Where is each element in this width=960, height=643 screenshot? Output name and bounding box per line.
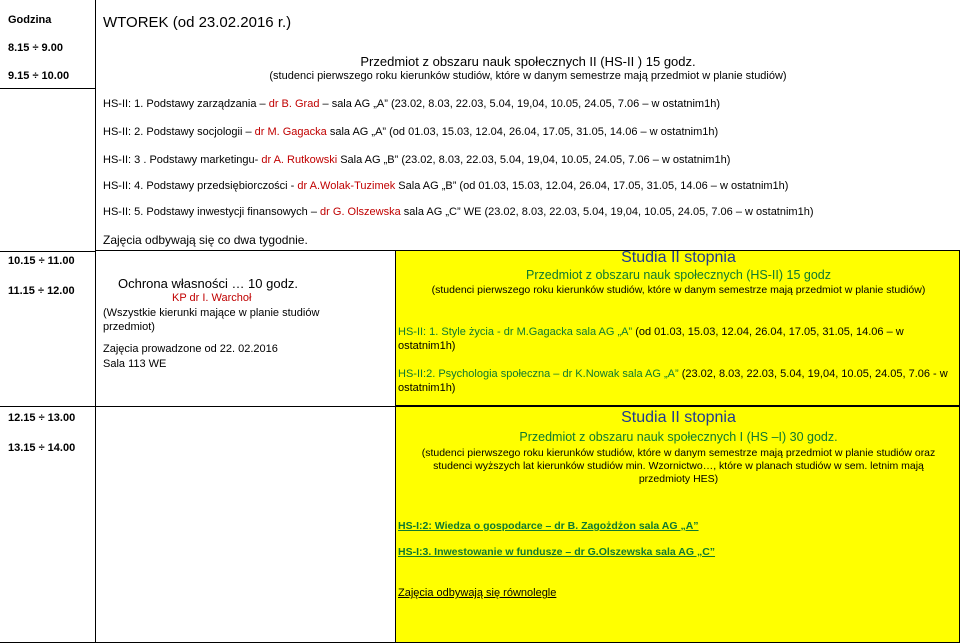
teacher-name: dr M. Gagacka (254, 126, 327, 138)
studia-row: HS-II:2. Psychologia społeczna – dr K.Nowak sala AG „A” (23.02, 8.03, 22.03, 5.04, 19,04, 10.05, 24.05, 7.06 - w ostatnim1h) (398, 368, 948, 394)
time-slot: 11.15 ÷ 12.00 (8, 285, 75, 297)
teacher-name: dr A.Wolak-Tuzimek (297, 180, 396, 192)
day-title: WTOREK (od 23.02.2016 r.) (103, 14, 292, 31)
teacher-name: dr A. Rutkowski (261, 154, 338, 166)
hs-row: HS-II: 5. Podstawy inwestycji finansowych – dr G. Olszewska sala AG „C” WE (23.02, 8.03, 22.03, 5.04, 19,04, 10.05, 24.05, 7.06 – w ostatnim1h) (103, 206, 814, 218)
teacher-name: dr G. Olszewska (320, 206, 401, 218)
divider (0, 251, 95, 252)
studia-row: HS-II: 1. Style życia - dr M.Gagacka sala AG „A” (od 01.03, 15.03, 12.04, 26.04, 17.05, 31.05, 14.06 – w ostatnim1h) (398, 326, 904, 352)
top-block-subtitle: (studenci pierwszego roku kierunków studiów, które w danym semestrze mają przedmiot w planie studiów) (269, 70, 787, 82)
hs-row: HS-II: 2. Podstawy socjologii – dr M. Gagacka sala AG „A” (od 01.03, 15.03, 12.04, 26.04, 17.05, 31.05, 14.06 – w ostatnim1h) (103, 126, 719, 138)
divider (0, 88, 95, 89)
ochrona-room: Sala 113 WE (103, 358, 167, 370)
hs-row: HS-II: 1. Podstawy zarządzania – dr B. Grad – sala AG „A” (23.02, 8.03, 22.03, 5.04, 19,04, 10.05, 24.05, 7.06 – w ostatnim1h) (103, 98, 720, 110)
ochrona-title: Ochrona własności … 10 godz. (118, 276, 298, 291)
hs-row: HS-II: 4. Podstawy przedsiębiorczości - dr A.Wolak-Tuzimek Sala AG „B” (od 01.03, 15.03, 12.04, 26.04, 17.05, 31.05, 14.06 – w ostatnim1h) (103, 180, 789, 192)
studia-block-2 (395, 406, 960, 643)
studia-subtitle: (studenci pierwszego roku kierunków studiów, które w danym semestrze mają przedmiot w planie studiów oraz studenci wyższych lat kierunków studiów min. Wzornictwo…, które w planach studiów w sem. letnim mają przedmioty HES) (421, 447, 936, 485)
time-slot: 10.15 ÷ 11.00 (8, 255, 75, 267)
time-slot: 9.15 ÷ 10.00 (8, 70, 70, 82)
top-block-title: Przedmiot z obszaru nauk społecznych II (HS-II ) 15 godz. (360, 54, 696, 69)
ochrona-teacher: KP dr I. Warchoł (172, 292, 252, 304)
ochrona-desc: (Wszystkie kierunki mające w planie studiów przedmiot) (103, 307, 320, 333)
studia-heading: Studia II stopnia (621, 249, 736, 266)
studia-heading: Studia II stopnia (621, 409, 736, 426)
studia-block-1 (395, 250, 960, 406)
studia-subtitle: (studenci pierwszego roku kierunków studiów, które w danym semestrze mają przedmiot w planie studiów) (431, 284, 926, 296)
studia-row: HS-I:2: Wiedza o gospodarce – dr B. Zagożdżon sala AG „A” (398, 520, 699, 532)
time-slot: 12.15 ÷ 13.00 (8, 412, 76, 424)
studia-title: Przedmiot z obszaru nauk społecznych I (HS –I) 30 godz. (519, 430, 838, 444)
studia-row: HS-I:3. Inwestowanie w fundusze – dr G.Olszewska sala AG „C” (398, 546, 716, 558)
time-slot: 13.15 ÷ 14.00 (8, 442, 76, 454)
studia-note: Zajęcia odbywają się równolegle (398, 587, 557, 599)
teacher-name: dr B. Grad (268, 98, 320, 110)
hs-row: HS-II: 3 . Podstawy marketingu- dr A. Rutkowski Sala AG „B” (23.02, 8.03, 22.03, 5.04, 19,04, 10.05, 24.05, 7.06 – w ostatnim1h) (103, 154, 731, 166)
studia-title: Przedmiot z obszaru nauk społecznych (HS-II) 15 godz (526, 268, 831, 282)
godzina-label: Godzina (8, 14, 52, 26)
ochrona-start: Zajęcia prowadzone od 22. 02.2016 (103, 343, 278, 355)
time-slot: 8.15 ÷ 9.00 (8, 42, 63, 54)
top-block-note: Zajęcia odbywają się co dwa tygodnie. (103, 233, 308, 247)
